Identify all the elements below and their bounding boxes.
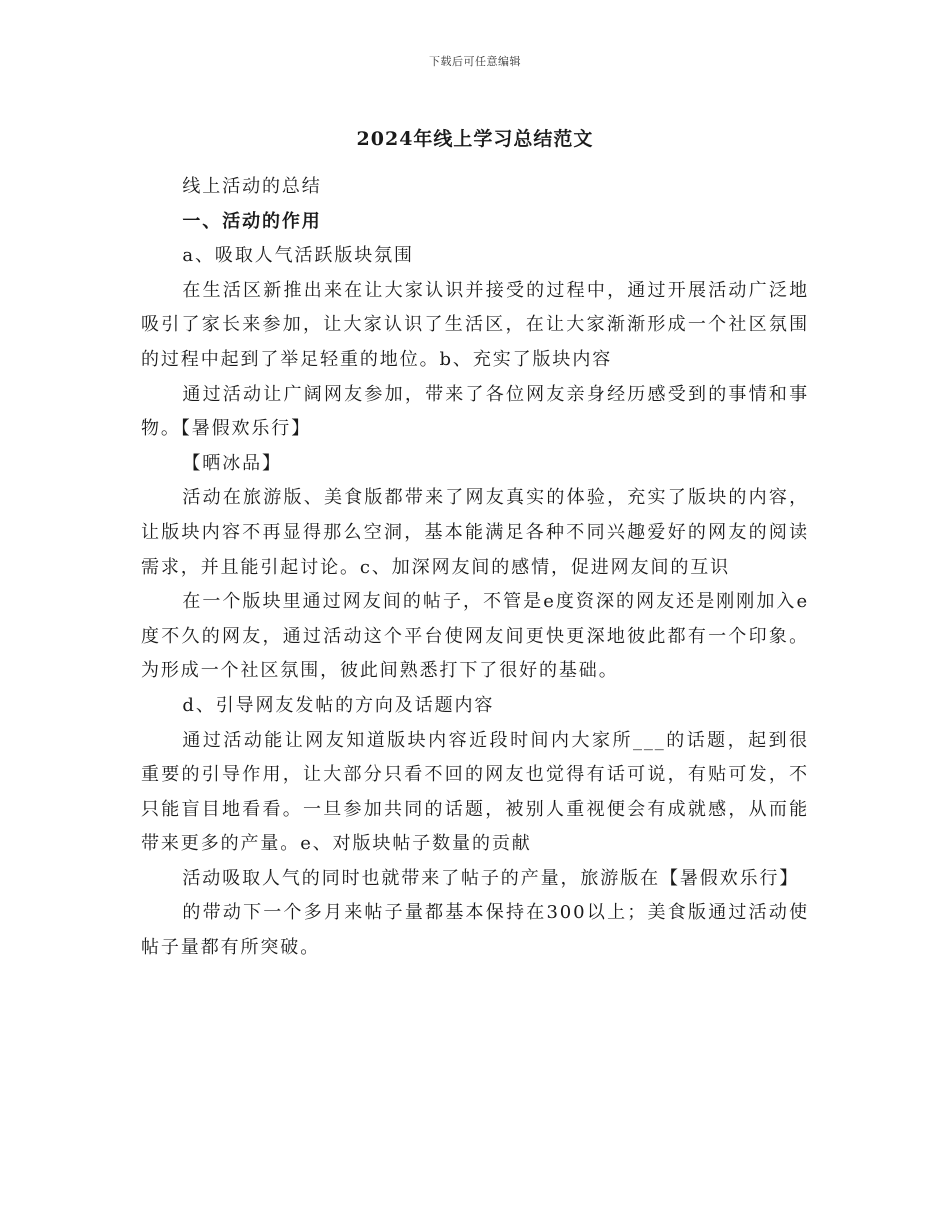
paragraph: 活动吸取人气的同时也就带来了帖子的产量，旅游版在【暑假欢乐行】 bbox=[182, 867, 800, 889]
paragraph: 在一个版块里通过网友间的帖子，不管是e度资深的网友还是刚刚加入e度不久的网友，通过活动这个平台使网友间更快更深地彼此都有一个印象。为形成一个社区氛围，彼此间熟悉打下了很好的基础。 bbox=[141, 591, 809, 682]
document-body bbox=[141, 170, 809, 966]
subheading-a: a、吸取人气活跃版块氛围 bbox=[182, 245, 414, 267]
paragraph: 通过活动能让网友知道版块内容近段时间内大家所___的话题，起到很重要的引导作用，让大部分只看不回的网友也觉得有话可说，有贴可发，不只能盲目地看看。一旦参加共同的话题，被别人重视便会有成就感，从而能带来更多的产量。e、对版块帖子数量的贡献 bbox=[141, 729, 809, 855]
paragraph: 活动在旅游版、美食版都带来了网友真实的体验，充实了版块的内容，让版块内容不再显得那么空洞，基本能满足各种不同兴趣爱好的网友的阅读需求，并且能引起讨论。c、加深网友间的感情，促进网友间的互识 bbox=[141, 487, 809, 578]
paragraph: 的带动下一个多月来帖子量都基本保持在300以上；美食版通过活动使帖子量都有所突破。 bbox=[141, 902, 809, 959]
section-heading: 一、活动的作用 bbox=[182, 210, 322, 232]
paragraph: 在生活区新推出来在让大家认识并接受的过程中，通过开展活动广泛地吸引了家长来参加，让大家认识了生活区，在让大家渐渐形成一个社区氛围的过程中起到了举足轻重的地位。b、充实了版块内容 bbox=[141, 279, 809, 370]
paragraph: 通过活动让广阔网友参加，带来了各位网友亲身经历感受到的事情和事物。【暑假欢乐行】 bbox=[141, 383, 809, 440]
paragraph: 【晒冰品】 bbox=[182, 452, 282, 474]
subheading-d: d、引导网友发帖的方向及话题内容 bbox=[182, 694, 495, 716]
header-note: 下载后可任意编辑 bbox=[429, 55, 521, 68]
document-title: 2024年线上学习总结范文 bbox=[356, 128, 594, 150]
paragraph-intro: 线上活动的总结 bbox=[182, 176, 322, 197]
